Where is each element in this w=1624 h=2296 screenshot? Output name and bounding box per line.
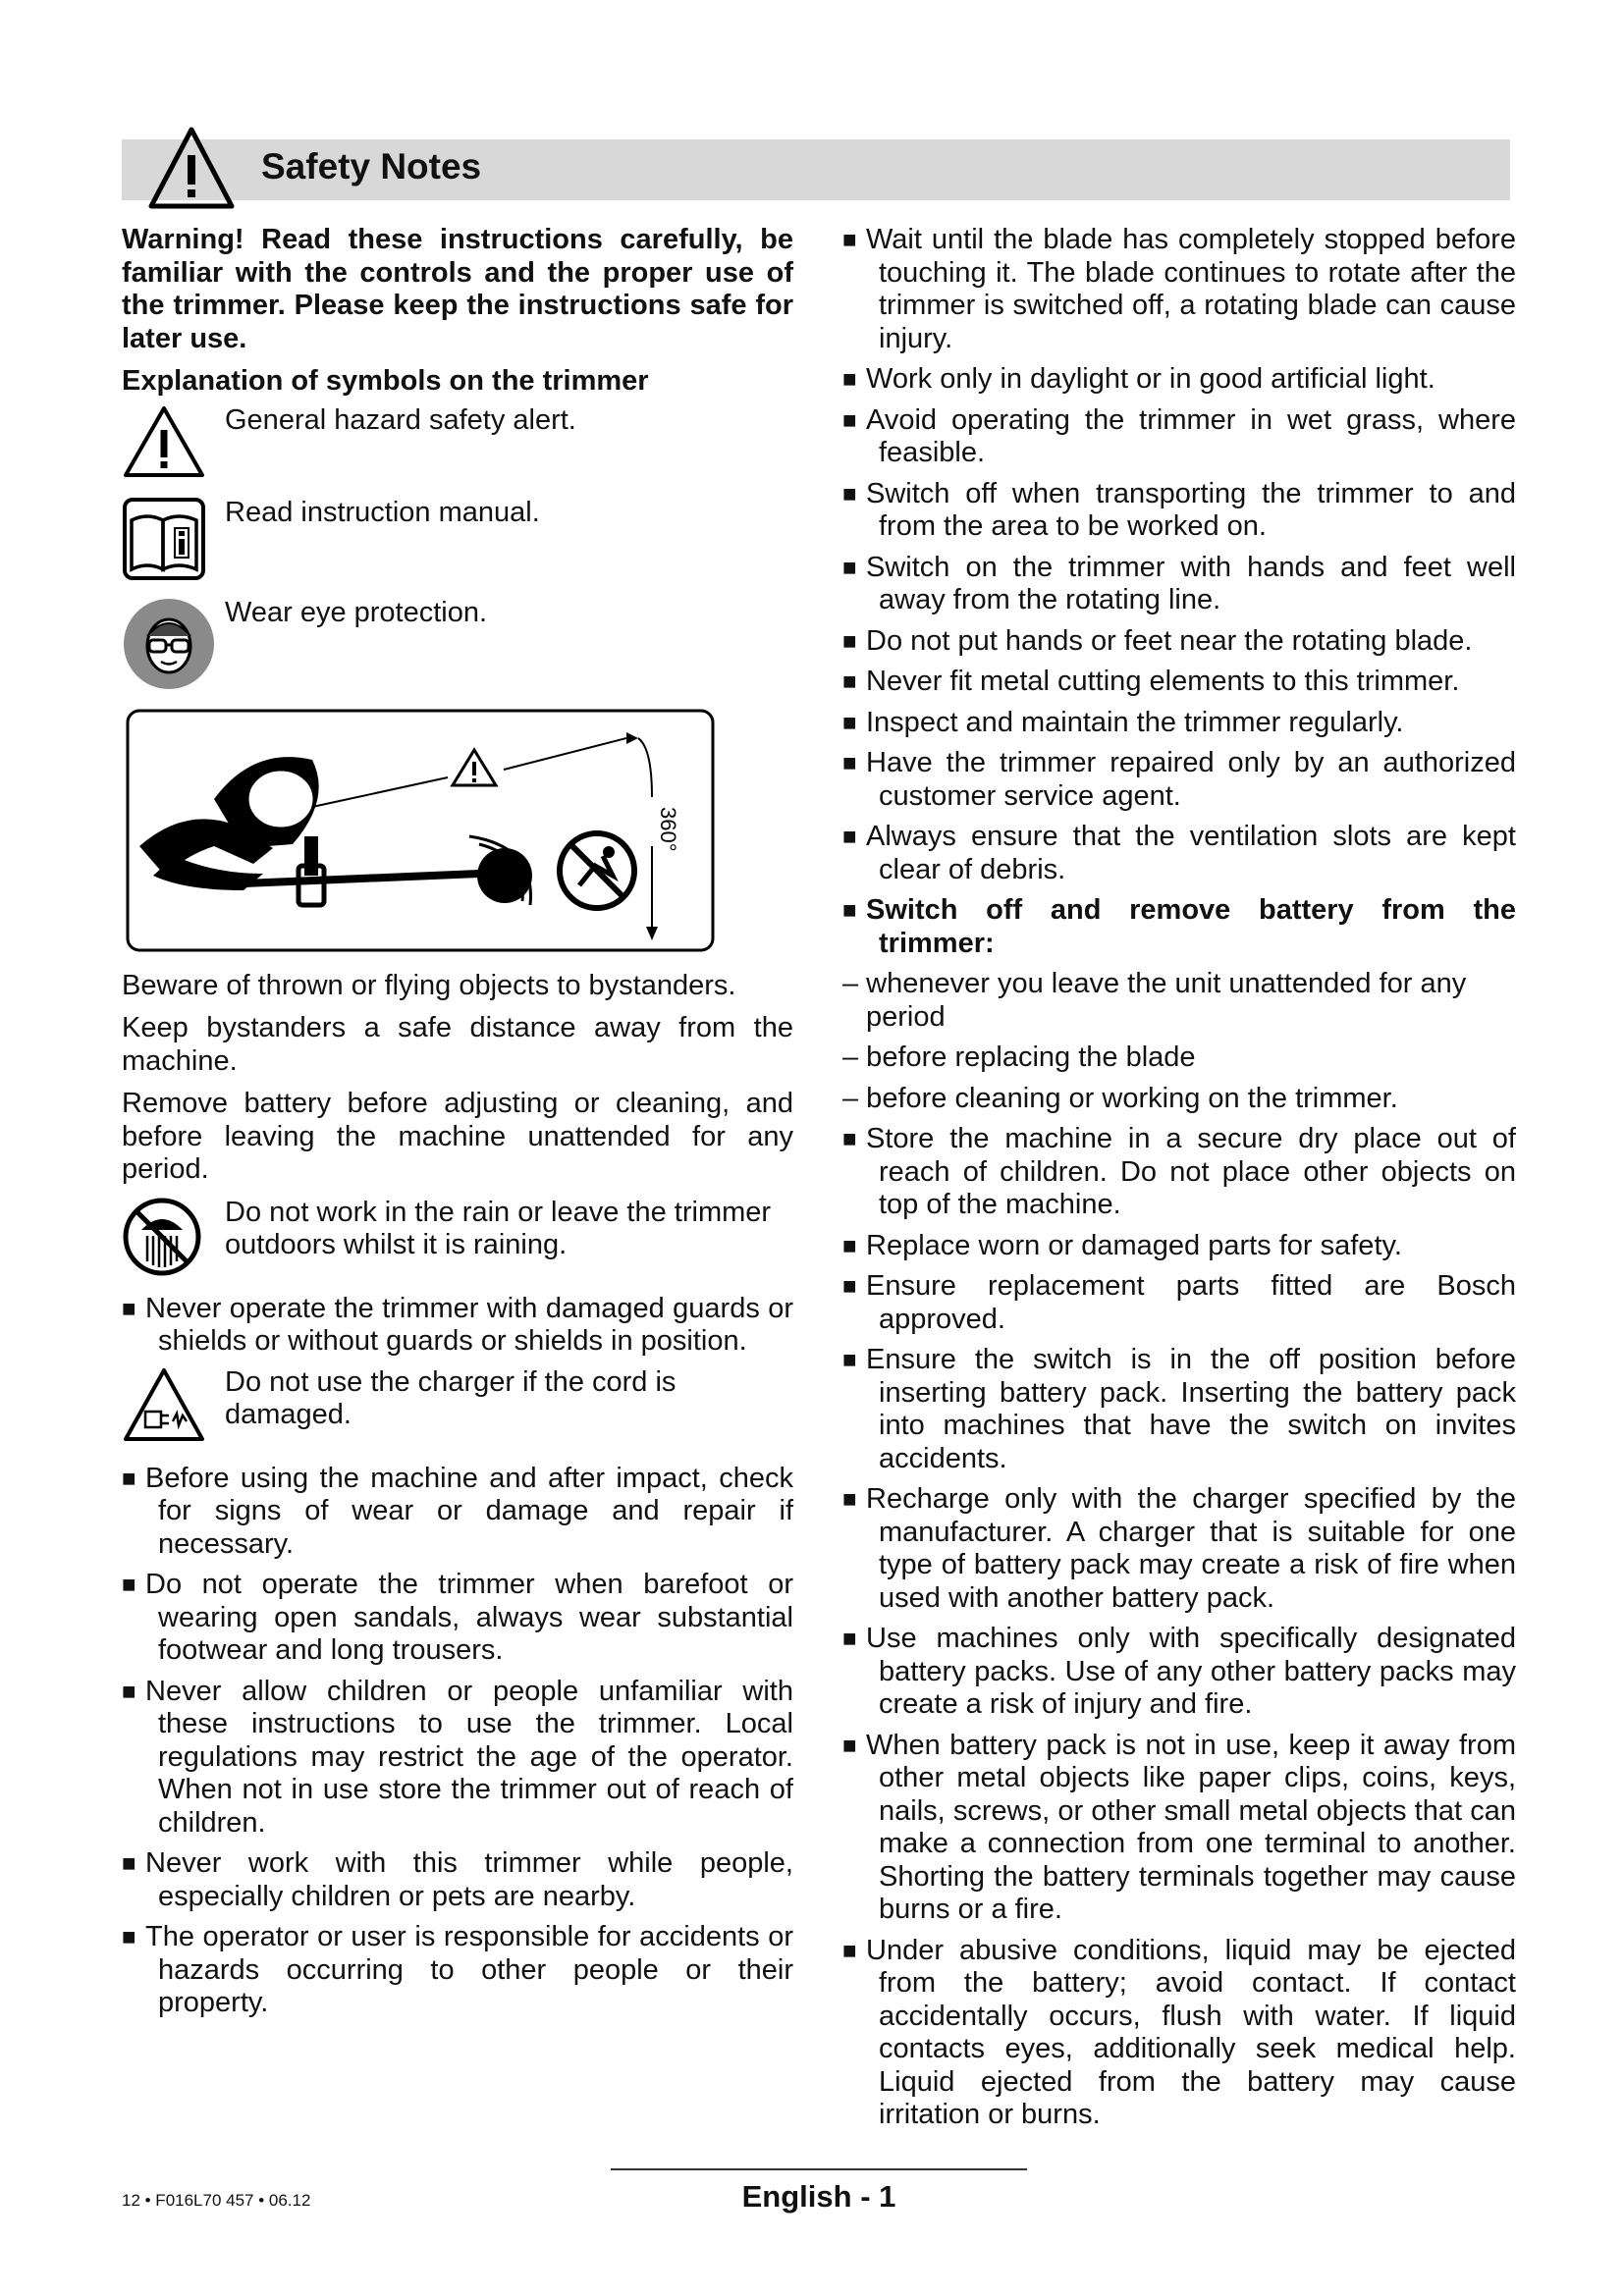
- page-title: Safety Notes: [261, 146, 482, 187]
- damaged-cord-warning-icon: [122, 1366, 206, 1443]
- page-label: English - 1: [741, 2179, 896, 2214]
- bullet-item: ■ Do not put hands or feet near the rotating blade.: [842, 624, 1473, 657]
- bullet-item: ■ Ensure the switch is in the off position before inserting battery pack. Inserting the battery pack into machines that have the switch on invites accidents.: [842, 1344, 1516, 1474]
- symbols-heading: Explanation of symbols on the trimmer: [122, 365, 649, 397]
- bullet-item: ■ Switch off when transporting the trimmer to and from the area to be worked on.: [842, 477, 1516, 542]
- thrown-objects-icon: [126, 709, 715, 952]
- bullet-item: ■ Avoid operating the trimmer in wet grass, where feasible.: [842, 403, 1516, 468]
- dash-item: – whenever you leave the unit unattended for any period: [842, 968, 1467, 1033]
- bullet-item: ■ Wait until the blade has completely stopped before touching it. The blade continues to rotate after the trimmer is switched off, a rotating blade can cause injury.: [842, 224, 1516, 354]
- bullet-item: ■ Recharge only with the charger specified by the manufacturer. A charger that is suitable for one type of battery pack may create a risk of fire when used with another battery pack.: [842, 1483, 1516, 1614]
- bullet-item: ■ The operator or user is responsible for accidents or hazards occurring to other people or their property.: [122, 1921, 793, 2018]
- bullet-item: ■ Ensure replacement parts fitted are Bosch approved.: [842, 1270, 1516, 1335]
- para-thrown-objects: Beware of thrown or flying objects to bystanders.: [122, 969, 736, 1001]
- para-bystanders: Keep bystanders a safe distance away from the machine.: [122, 1012, 793, 1077]
- intro-warning: Warning! Read these instructions carefully, be familiar with the controls and the proper use of the trimmer. Please keep the instructions safe for later use.: [122, 224, 793, 354]
- bullet-item: ■ Inspect and maintain the trimmer regularly.: [842, 706, 1404, 738]
- dash-item: – before cleaning or working on the trimmer.: [842, 1082, 1398, 1114]
- bullet-item: ■ Have the trimmer repaired only by an authorized customer service agent.: [842, 747, 1516, 812]
- symbol-manual: [122, 497, 793, 583]
- trimmer-hazard-figure: [126, 709, 715, 952]
- bullet-item: ■ Before using the machine and after impact, check for signs of wear or damage and repair if necessary.: [122, 1462, 793, 1560]
- charger-text: Do not use the charger if the cord is damaged.: [225, 1365, 677, 1430]
- bullet-item: ■ Store the machine in a secure dry place out of reach of children. Do not place other objects on top of the machine.: [842, 1123, 1516, 1220]
- symbol-eye: [122, 597, 793, 691]
- bullet-item: ■ Never work with this trimmer while people, especially children or pets are nearby.: [122, 1847, 793, 1912]
- symbol-hazard-text: General hazard safety alert.: [225, 403, 576, 436]
- bullet-item: ■ Switch on the trimmer with hands and feet well away from the rotating line.: [842, 551, 1516, 615]
- symbol-rain: [122, 1197, 793, 1279]
- doc-code: 12 • F016L70 457 • 06.12: [122, 2191, 311, 2210]
- rain-text: Do not work in the rain or leave the trimmer outdoors whilst it is raining.: [225, 1196, 772, 1260]
- bullet-item: ■ Never fit metal cutting elements to this trimmer.: [842, 666, 1460, 697]
- warning-triangle-icon: [147, 124, 236, 212]
- hazard-triangle-icon: [122, 404, 206, 479]
- para-remove-battery: Remove battery before adjusting or cleaning, and before leaving the machine unattended for any period.: [122, 1088, 793, 1185]
- bullet-item: ■ Do not operate the trimmer when barefoot or wearing open sandals, always wear substantial footwear and long trousers.: [122, 1569, 793, 1666]
- footer-divider: [611, 2168, 1027, 2170]
- symbol-charger: [122, 1366, 793, 1449]
- read-manual-icon: [122, 497, 206, 581]
- bullet-item: ■ Never allow children or people unfamiliar with these instructions to use the trimmer. Local regulations may restrict the age of the operator. When not in use store the trimmer out of reach of children.: [122, 1675, 793, 1839]
- bold-bullet-item: ■ Switch off and remove battery from the trimmer:: [842, 894, 1516, 959]
- bullet-item: ■ When battery pack is not in use, keep it away from other metal objects like paper clips, coins, keys, nails, screws, or other small metal objects that can make a connection from one terminal to another. Shorting the battery terminals together may cause burns or a fire.: [842, 1729, 1516, 1925]
- symbol-manual-text: Read instruction manual.: [225, 496, 540, 528]
- bullet-item: ■ Replace worn or damaged parts for safety.: [842, 1229, 1402, 1261]
- left-column: [122, 224, 793, 2028]
- right-column: [842, 224, 1516, 2140]
- symbol-eye-text: Wear eye protection.: [225, 596, 488, 628]
- no-rain-icon: [122, 1197, 202, 1277]
- bullet-item: ■ Never operate the trimmer with damaged guards or shields or without guards or shields in position.: [122, 1292, 793, 1357]
- symbol-hazard: [122, 404, 793, 483]
- bullet-item: ■ Always ensure that the ventilation slots are kept clear of debris.: [842, 821, 1516, 885]
- dash-item: – before replacing the blade: [842, 1041, 1196, 1073]
- bullet-item: ■ Use machines only with specifically designated battery packs. Use of any other battery packs may create a risk of injury and fire.: [842, 1623, 1516, 1720]
- bullet-item: ■ Work only in daylight or in good artificial light.: [842, 363, 1435, 395]
- eye-protection-icon: [122, 597, 216, 691]
- rotation-label: 360°: [656, 806, 680, 852]
- bullet-item: ■ Under abusive conditions, liquid may be ejected from the battery; avoid contact. If contact accidentally occurs, flush with water. If liquid contacts eyes, additionally seek medical help. Liquid ejected from the battery may cause irritation or burns.: [842, 1934, 1516, 2130]
